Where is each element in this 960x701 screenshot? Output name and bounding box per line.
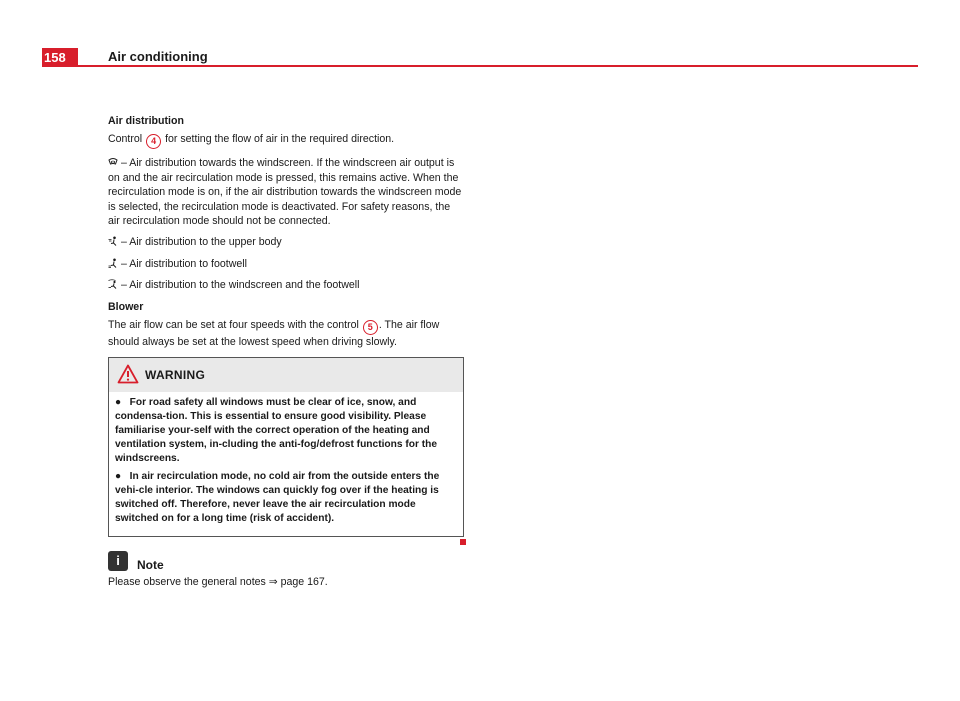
page-number: 158 [42, 48, 78, 67]
windscreen-icon [108, 157, 118, 167]
footwell-paragraph: – Air distribution to footwell [108, 257, 464, 271]
blower-paragraph: The air flow can be set at four speeds with the control 5 . The air flow should always be set at the lowest speed when driving slowly. [108, 319, 440, 349]
warning-box [108, 357, 464, 537]
windscreen-paragraph: – Air distribution towards the windscreen. If the windscreen air output is on and the air recirculation mode is pressed, this remains active. When the recirculation mode is on, if the air distribution towards the windscreen mode is selected, the recirculation mode is deactivated. For safety reasons, the air recirculation mode should not be connected. [108, 157, 462, 228]
warning-item: ● For road safety all windows must be clear of ice, snow, and condensa-tion. This is essential to ensure good visibility. Please familiarise your-self with the correct operation of the heating and ventilation system, in-cluding the anti-fog/defrost functions for the windscreens. [115, 397, 438, 465]
warning-body [109, 392, 463, 536]
warning-triangle-icon [117, 364, 139, 388]
control-number-5: 5 [363, 320, 378, 335]
note-header [108, 551, 464, 575]
upper-body-icon [108, 236, 118, 246]
page-header [42, 48, 918, 68]
header-rule [78, 65, 918, 67]
end-of-section-mark [460, 539, 466, 545]
note-title: Note [137, 558, 164, 573]
info-icon: i [108, 551, 128, 571]
blower-heading: Blower [108, 300, 144, 313]
footwell-icon [108, 258, 118, 268]
windscreen-footwell-paragraph: – Air distribution to the windscreen and the footwell [108, 278, 464, 292]
warning-title: WARNING [145, 368, 206, 383]
control-number-4: 4 [146, 134, 161, 149]
note-text: Please observe the general notes ⇒ page 167. [108, 576, 328, 589]
air-distribution-heading: Air distribution [108, 115, 184, 127]
upper-body-paragraph: – Air distribution to the upper body [108, 235, 464, 249]
main-column [108, 114, 464, 590]
warning-header [109, 358, 463, 392]
windscreen-footwell-icon [108, 279, 118, 289]
warning-item: ● In air recirculation mode, no cold air from the outside enters the vehi-cle interior. The windows can quickly fog over if the heating is switched off. Therefore, never leave the air recirculation mode switched on for a long time (risk of accident). [115, 471, 440, 525]
section-title: Air conditioning [108, 49, 208, 64]
control-paragraph: Control 4 for setting the flow of air in the required direction. [108, 132, 464, 149]
